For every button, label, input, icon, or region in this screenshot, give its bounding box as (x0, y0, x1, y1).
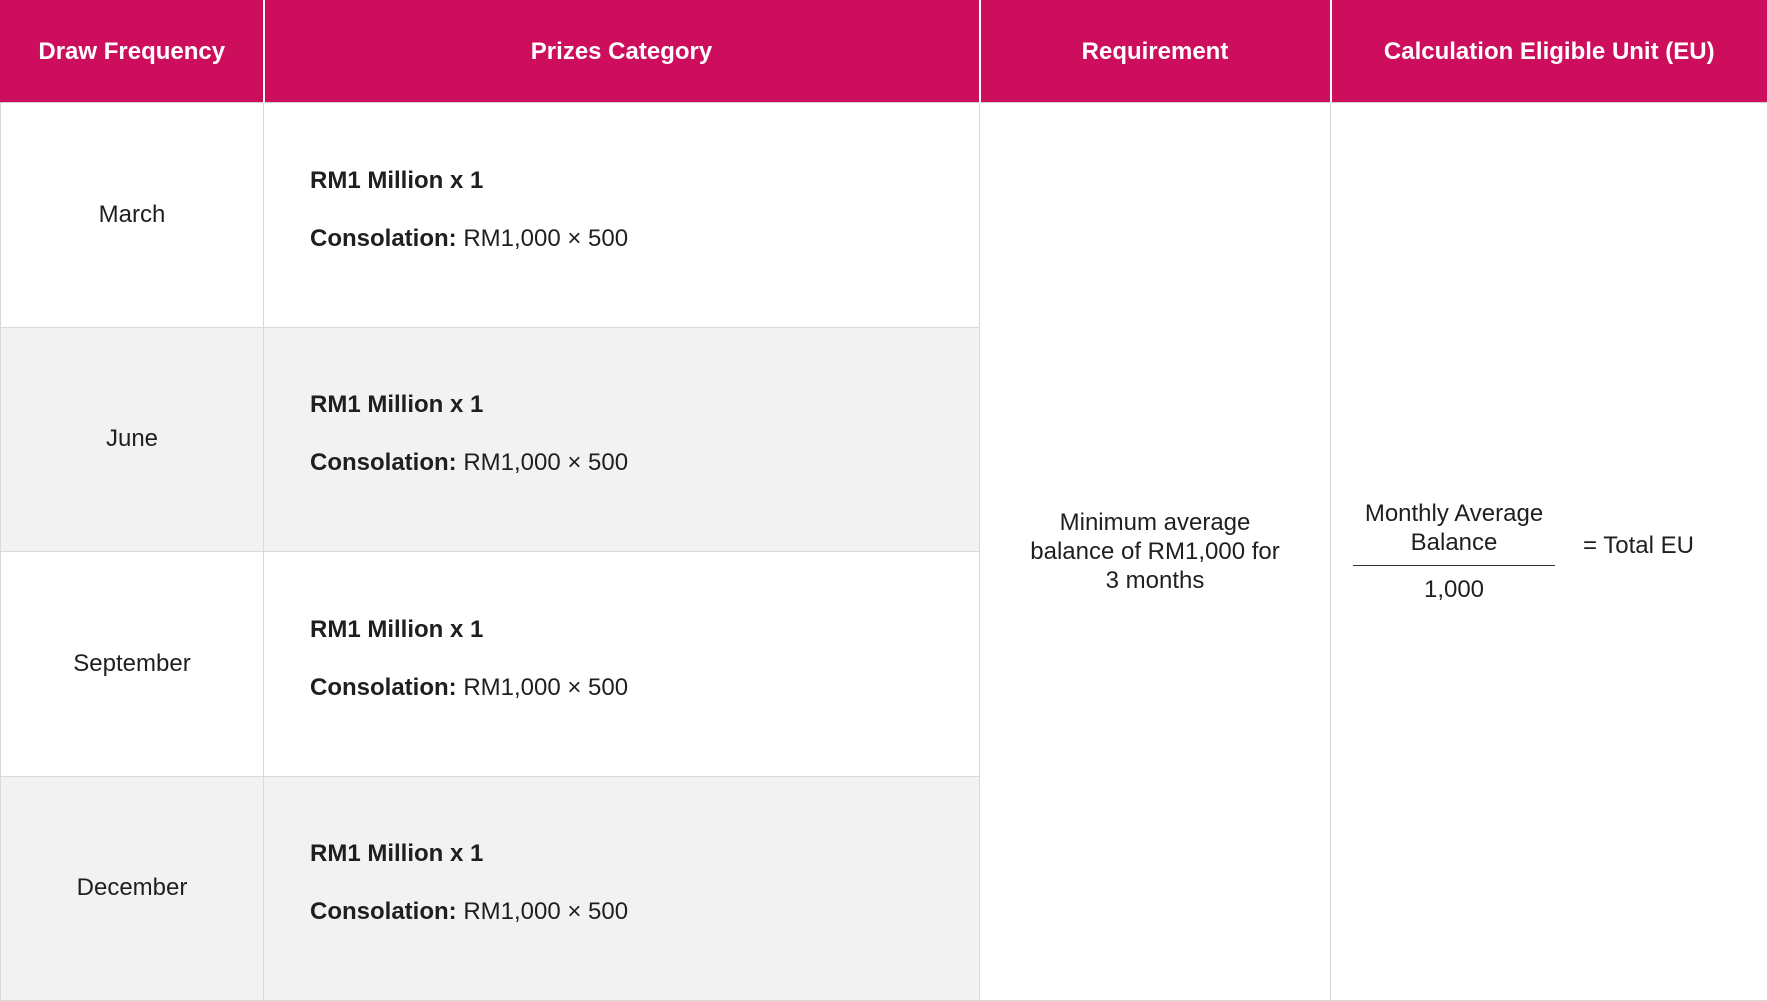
draw-month: March (1, 103, 264, 328)
fraction-denominator: 1,000 (1423, 576, 1485, 603)
draw-month: September (1, 552, 264, 777)
consolation-prize (310, 898, 978, 926)
consolation-label: Consolation: (310, 898, 457, 926)
table-row (1, 103, 1767, 328)
header-calculation-eu: Calculation Eligible Unit (EU) (1331, 1, 1767, 103)
requirement-cell (980, 103, 1331, 1001)
prize-cell (264, 552, 980, 777)
consolation-prize (310, 225, 978, 253)
consolation-label: Consolation: (310, 449, 457, 477)
header-row (1, 1, 1767, 103)
main-prize: RM1 Million x 1 (310, 840, 484, 868)
main-prize: RM1 Million x 1 (310, 615, 484, 643)
formula-result: = Total EU (1583, 531, 1694, 559)
consolation-value: RM1,000 × 500 (456, 224, 629, 252)
main-prize: RM1 Million x 1 (310, 391, 484, 419)
eu-fraction (1353, 499, 1555, 604)
consolation-value: RM1,000 × 500 (456, 673, 629, 701)
draw-month: December (1, 776, 264, 1001)
header-draw-frequency: Draw Frequency (1, 1, 264, 103)
requirement-text: Minimum average balance of RM1,000 for 3 months (1030, 509, 1280, 594)
prize-cell (264, 103, 980, 328)
consolation-value: RM1,000 × 500 (456, 449, 629, 477)
consolation-label: Consolation: (310, 224, 457, 252)
table-header (1, 1, 1767, 103)
fraction-numerator: Monthly Average Balance (1353, 499, 1555, 566)
consolation-prize (310, 674, 978, 702)
calculation-cell (1331, 103, 1767, 1001)
consolation-prize (310, 449, 978, 477)
header-requirement: Requirement (980, 1, 1331, 103)
table-body (1, 103, 1767, 1001)
prize-cell (264, 776, 980, 1001)
draw-month: June (1, 327, 264, 552)
consolation-label: Consolation: (310, 673, 457, 701)
consolation-value: RM1,000 × 500 (456, 898, 629, 926)
header-prizes-category: Prizes Category (264, 1, 980, 103)
eu-formula (1331, 499, 1767, 604)
main-prize: RM1 Million x 1 (310, 166, 484, 194)
prize-cell (264, 327, 980, 552)
